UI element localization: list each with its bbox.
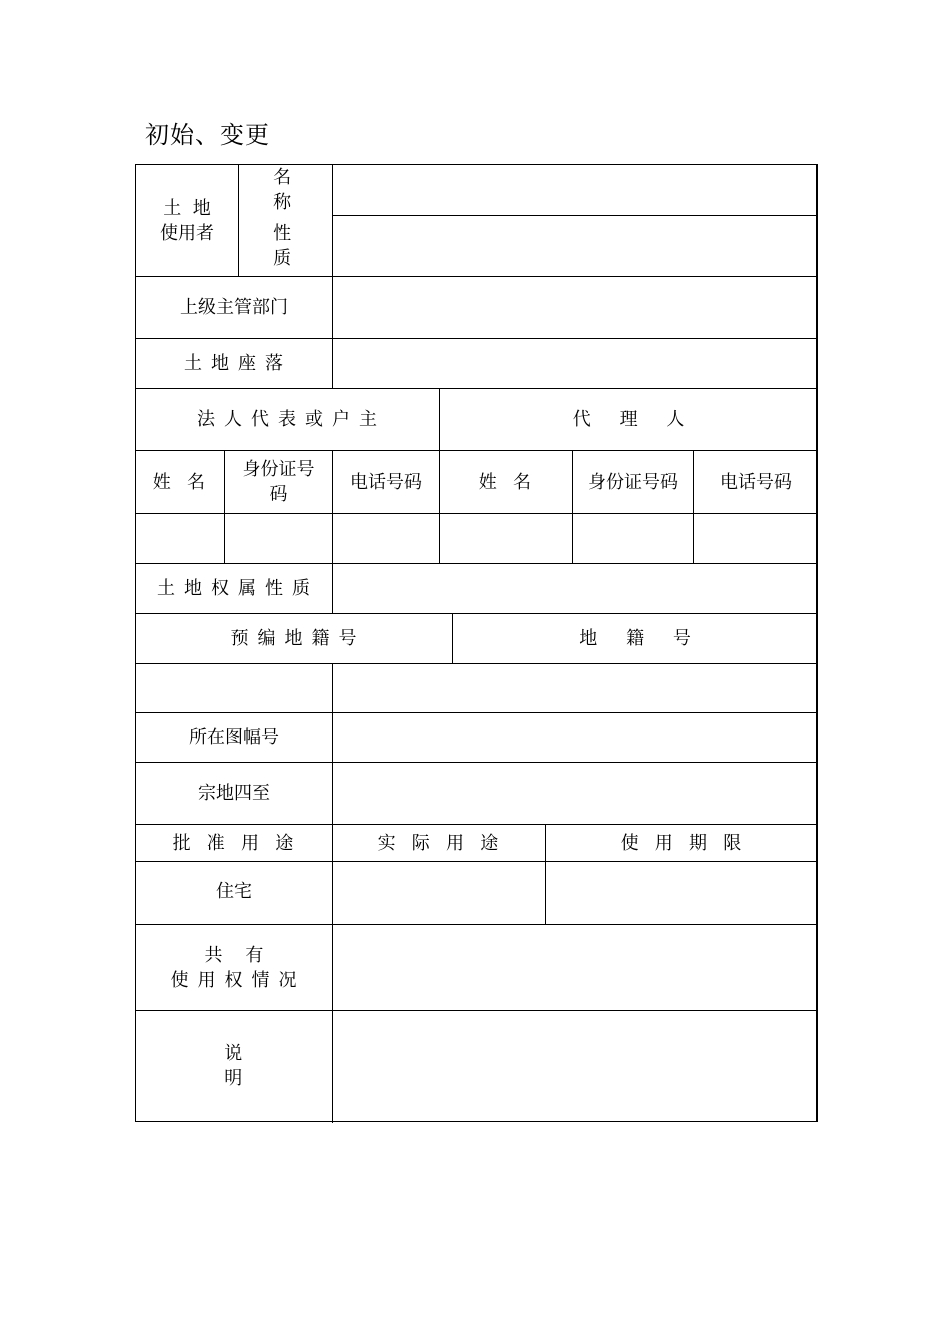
- user-name-label: 名称: [273, 167, 320, 213]
- rep-name-column-header: 姓名: [152, 471, 222, 493]
- rep-id-column-header: [225, 451, 332, 513]
- agent-phone-field[interactable]: [694, 514, 818, 563]
- land-location-label: 土地座落: [184, 353, 292, 374]
- agent-header: 代理人: [572, 409, 714, 430]
- remarks-field[interactable]: [333, 1011, 818, 1121]
- use-term-header: 使用期限: [620, 832, 758, 854]
- approved-use-value: 住宅: [216, 881, 252, 902]
- cadastral-no-label: 地籍号: [579, 628, 720, 649]
- shared-use-label-line1: 共 有: [204, 944, 264, 966]
- land-user-label: [136, 165, 238, 276]
- land-user-label-line2: 使用者: [160, 222, 214, 244]
- superior-department-field[interactable]: [333, 277, 818, 338]
- agent-id-field[interactable]: [573, 514, 693, 563]
- user-nature-field[interactable]: [333, 216, 818, 276]
- agent-name-column-header: 姓名: [478, 471, 548, 493]
- legal-representative-header: 法人代表或户主: [197, 409, 386, 430]
- rep-id-field[interactable]: [225, 514, 332, 563]
- pre-cadastral-no-field[interactable]: [136, 664, 332, 712]
- agent-name-field[interactable]: [440, 514, 572, 563]
- actual-use-field[interactable]: [333, 862, 545, 924]
- rep-id-header-line1: 身份证号: [242, 459, 315, 480]
- agent-phone-column-header: 电话号码: [720, 471, 792, 493]
- rep-id-header-line2: 码: [269, 484, 288, 505]
- rep-name-field[interactable]: [136, 514, 224, 563]
- rep-phone-column-header: 电话号码: [350, 471, 422, 493]
- remarks-label: 说明: [224, 1043, 300, 1089]
- map-sheet-no-label: 所在图幅号: [189, 727, 279, 748]
- approved-use-header: 批准用途: [172, 832, 310, 854]
- pre-cadastral-no-label: 预编地籍号: [230, 628, 366, 649]
- land-registration-form: [135, 164, 817, 1122]
- user-name-field[interactable]: [333, 165, 818, 215]
- user-nature-label: 性质: [273, 223, 320, 269]
- land-location-field[interactable]: [333, 339, 818, 388]
- map-sheet-no-field[interactable]: [333, 713, 818, 762]
- shared-use-field[interactable]: [333, 925, 818, 1010]
- land-user-label-line1: 土 地: [163, 197, 211, 219]
- shared-use-label: [136, 925, 332, 1010]
- cadastral-no-field[interactable]: [333, 664, 818, 712]
- ownership-nature-field[interactable]: [333, 564, 818, 613]
- actual-use-header: 实际用途: [377, 832, 515, 854]
- parcel-boundaries-label: 宗地四至: [198, 783, 270, 804]
- superior-department-label: 上级主管部门: [180, 297, 288, 318]
- use-term-field[interactable]: [546, 862, 818, 924]
- shared-use-label-line2: 使用权情况: [170, 969, 306, 991]
- page-title: 初始、变更: [145, 121, 270, 149]
- ownership-nature-label: 土地权属性质: [157, 578, 319, 599]
- parcel-boundaries-field[interactable]: [333, 763, 818, 824]
- agent-id-column-header: 身份证号码: [588, 471, 678, 493]
- rep-phone-field[interactable]: [333, 514, 439, 563]
